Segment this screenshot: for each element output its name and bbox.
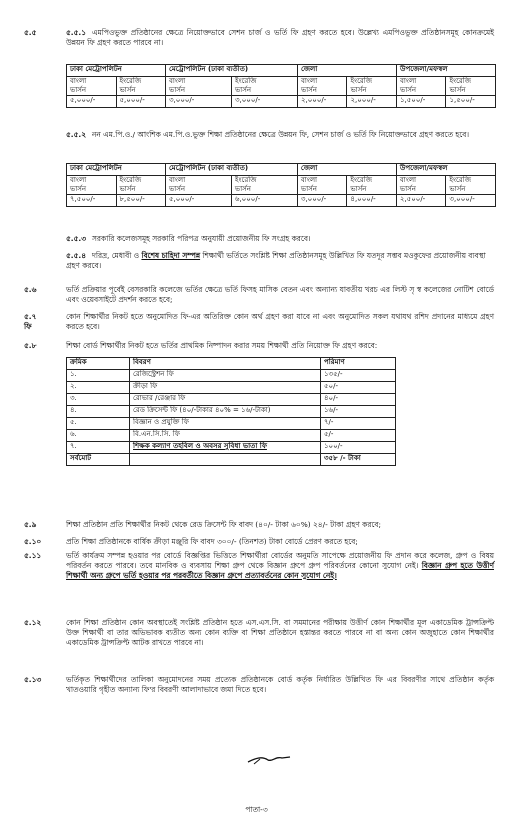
section-5-5: [24, 28, 494, 48]
col-header: ইংরেজি ভার্সন: [116, 176, 165, 195]
section-number: ৫.১২: [24, 618, 42, 627]
section-paragraph: এমপিওভুক্ত প্রতিষ্ঠানের ক্ষেত্রে নিয়োক্তভাবে সেশন চার্জ ও ভর্তি ফি গ্রহণ করতে হবে। উল্লেখ্য এমপিওভুক্ত প্রতিষ্ঠানসমূহ কোনক্রমেই উন্নয়ন ফি গ্রহণ করতে পারবে না।: [66, 28, 494, 47]
amount-cell: ৭/-: [321, 418, 396, 430]
col-header: বাংলা ভার্সন: [396, 176, 446, 195]
section-number: ৫.১৩: [24, 675, 42, 684]
section-paragraph: শিক্ষা বোর্ড শিক্ষার্থীর নিকট হতে ভর্তির প্রাথমিক নিষ্পাদন করার সময় শিক্ষার্থী প্রতি নিয়োক্ত ফি গ্রহণ করবে:: [66, 341, 378, 350]
fee-cell: ৩,০০০/-: [297, 195, 347, 207]
description-cell: শিক্ষক কল্যাণ তহবিল ও অবসর সুবিধা ভাতা ফি: [130, 442, 321, 454]
col-header: বাংলা ভার্সন: [165, 176, 231, 195]
serial-cell: ৪.: [67, 406, 130, 418]
signature-mark: [246, 752, 292, 766]
fee-cell: ৩,০০০/-: [446, 195, 496, 207]
fee-cell: ২,০০০/-: [347, 96, 397, 108]
group-header: মেট্রোপলিটন (ঢাকা ব্যতীত): [165, 164, 297, 176]
section-5-13: [24, 675, 494, 695]
col-header: ইংরেজি ভার্সন: [231, 176, 297, 195]
emphasis-text: বিজ্ঞান গ্রুপ হতে উত্তীর্ণ শিক্ষার্থী অন্য গ্রুপে ভর্তি হওয়ার পর পরবর্তীতে বিজ্ঞান গ্রুপে প্রত্যাবর্তনের কোন সুযোগ নেই।: [66, 560, 494, 580]
amount-cell: ১৬/-: [321, 406, 396, 418]
page-number: পাতা-৩: [245, 805, 268, 814]
section-5-7: [24, 312, 494, 332]
subsection-5-5-2: [66, 130, 494, 140]
col-header: ইংরেজি ভার্সন: [116, 77, 166, 96]
table-row: [67, 442, 396, 454]
subsection-5-5-3: [66, 234, 494, 244]
col-header: ইংরেজি ভার্সন: [231, 77, 297, 96]
description-cell: রেড ক্রিসেন্ট ফি (৪০/-টাকার ৪০% = ১৬/-টাকা): [130, 406, 321, 418]
subsection-number: ৫.৫.৪: [66, 251, 87, 260]
description-cell: ক্রীড়া ফি: [130, 382, 321, 394]
total-label: সর্বমোট: [67, 454, 130, 466]
serial-cell: ২.: [67, 382, 130, 394]
serial-cell: ৭.: [67, 442, 130, 454]
fee-cell: ২,৫০০/-: [396, 195, 446, 207]
fee-cell: ৩,০০০/-: [166, 96, 232, 108]
group-header: উপজেলা/মফস্বল: [397, 65, 496, 77]
table-row: [67, 382, 396, 394]
section-text: [66, 28, 494, 48]
section-5-9: [24, 520, 494, 530]
section-paragraph: ভর্তি প্রক্রিয়ার পূর্বেই বেসরকারি কলেজে ভর্তির ক্ষেত্রে ভর্তি ফিসহ মাসিক বেতন এবং অন্যান্য যাবতীয় খরচ এর লিস্ট সৃ স্ব কলেজের নোটিশ বোর্ডে এবং ওয়েবসাইটে প্রদর্শন করতে হবে;: [66, 285, 494, 304]
fee-table-mpo: [66, 64, 496, 108]
section-paragraph: কোন শিক্ষার্থীর নিকট হতে অনুমোদিত ফি-এর অতিরিক্ত কোন অর্থ গ্রহণ করা যাবে না এবং অনুমোদিত সকল যথাযথ রশিদ প্রদানের মাধ্যমে গ্রহণ করতে হবে।: [66, 312, 494, 331]
description-cell: বিজ্ঞান ও প্রযুক্তি ফি: [130, 418, 321, 430]
description-cell: রোভার /রেঞ্জার ফি: [130, 394, 321, 406]
total-spacer: [130, 454, 321, 466]
section-paragraph: দরিদ্র, মেধাবী ও: [92, 251, 142, 260]
subsection-number: ৫.৫.৩: [66, 234, 87, 243]
section-paragraph: নন এম.পি.ও./ আংশিক এম.পি.ও.ভুক্ত শিক্ষা প্রতিষ্ঠানের ক্ষেত্রে উন্নয়ন ফি, সেশন চার্জ ও ভর্তি ফি নিয়োক্তভাবে গ্রহণ করতে হবে।: [92, 130, 469, 139]
fee-cell: ৫,০০০/-: [67, 96, 117, 108]
group-header: জেলা: [297, 65, 396, 77]
header-description: বিবরণ: [130, 358, 321, 370]
section-5-12: [24, 618, 494, 647]
section-paragraph: শিক্ষার্থী ভর্তিতে সংশ্লিষ্ট শিক্ষা প্রতিষ্ঠানসমূহ উল্লিখিত ফি যতদূর সম্ভব মওকুফের প্রয়োজনীয় ব্যবস্থা গ্রহণ করবে।: [66, 251, 486, 270]
col-header: বাংলা ভার্সন: [67, 176, 117, 195]
section-number: ৫.১১: [24, 551, 42, 560]
serial-cell: ১.: [67, 370, 130, 382]
section-number: ৫.৭ ফি: [24, 312, 37, 331]
board-fee-table: [66, 357, 396, 466]
section-paragraph: ভর্তি কার্যক্রম সম্পন্ন হওয়ার পর বোর্ডে বিজ্ঞপ্তির ভিত্তিতে শিক্ষার্থীরা বোর্ডের অনুমতি সাপেক্ষে প্রয়োজনীয় ফি প্রদান করে কলেজ, গ্রুপ ও বিষয় পরিবর্তন করতে পারবে। তবে মানবিক ও ব্যবসায় শিক্ষা গ্রুপ থেকে বিজ্ঞান গ্রুপে গ্রুপ পরিবর্তনের কোনো সুযোগ নেই।: [66, 551, 494, 570]
amount-cell: ৫০/-: [321, 382, 396, 394]
group-header: জেলা: [297, 164, 396, 176]
subsection-5-5-4: [66, 251, 494, 271]
subsection-number: ৫.৫.২: [66, 130, 87, 139]
fee-cell: ৫,০০০/-: [165, 195, 231, 207]
fee-cell: ৪,০০০/-: [347, 195, 397, 207]
section-paragraph: সরকারি কলেজসমূহ সরকারি পরিপত্র অনুযায়ী প্রয়োজনীয় ফি সংগ্রহ করবে।: [92, 234, 311, 243]
col-header: বাংলা ভার্সন: [397, 77, 446, 96]
subsection-number: ৫.৫.১: [66, 28, 87, 37]
table-row: [67, 370, 396, 382]
fee-cell: ২,০০০/-: [297, 96, 347, 108]
group-header: মেট্রোপলিটন (ঢাকা ব্যতীত): [166, 65, 298, 77]
section-5-10: [24, 537, 494, 547]
serial-cell: ৩.: [67, 394, 130, 406]
section-5-11: [24, 551, 494, 580]
fee-cell: ৬,০০০/-: [231, 195, 297, 207]
table-row: [67, 430, 396, 442]
section-5-8: [24, 341, 494, 351]
col-header: ইংরেজি ভার্সন: [347, 77, 397, 96]
group-header: ঢাকা মেট্রোপলিটন: [67, 164, 166, 176]
serial-cell: ৬.: [67, 430, 130, 442]
emphasis-text: বিশেষ চাহিদা সম্পন্ন: [141, 251, 201, 260]
header-serial: ক্রমিক: [67, 358, 130, 370]
amount-cell: ৫/-: [321, 430, 396, 442]
description-cell: বি.এন.সি.সি. ফি: [130, 430, 321, 442]
fee-cell: ১,৫০০/-: [397, 96, 446, 108]
section-number: ৫.৫: [24, 28, 37, 37]
fee-cell: ৮,৫০০/-: [116, 195, 165, 207]
section-text: [66, 551, 494, 580]
total-row: [67, 454, 396, 466]
fee-cell: ৫,০০০/-: [116, 96, 166, 108]
col-header: ইংরেজি ভার্সন: [446, 176, 496, 195]
section-paragraph: শিক্ষা প্রতিষ্ঠান প্রতি শিক্ষার্থীর নিকট থেকে রেড ক্রিসেন্ট ফি বাবদ (৪০/- টাকা ৬০%) ২৪/- টাকা গ্রহণ করবে;: [66, 520, 381, 529]
table-row: [67, 406, 396, 418]
col-header: বাংলা ভার্সন: [166, 77, 232, 96]
section-paragraph: কোন শিক্ষা প্রতিষ্ঠান কোন অবস্থাতেই সংশ্লিষ্ট প্রতিষ্ঠান হতে এস.এস.সি. বা সমমানের পরীক্ষায় উত্তীর্ণ কোন শিক্ষার্থীর মূল একাডেমিক ট্রান্সক্রিপ্ট উক্ত শিক্ষার্থী বা তার অভিভাবক ব্যতীত অন্য কোন ব্যক্তি বা শিক্ষা প্রতিষ্ঠানে হস্তান্তর করতে পারবে না বা অন্য কোন অজুহাতে কোন শিক্ষার্থীর একাডেমিক ট্রান্সক্রিপ্ট আটক রাখতে পারবে না।: [66, 618, 494, 647]
fee-cell: ১,৫০০/-: [446, 96, 496, 108]
serial-cell: ৫.: [67, 418, 130, 430]
amount-cell: ১৩৫/-: [321, 370, 396, 382]
fee-cell: ৭,৫০০/-: [67, 195, 117, 207]
section-number: ৫.৮: [24, 341, 37, 350]
amount-cell: ১০০/-: [321, 442, 396, 454]
group-header: ঢাকা মেট্রোপলিটন: [67, 65, 166, 77]
section-5-6: [24, 285, 494, 305]
table-row: [67, 394, 396, 406]
table-row: [67, 418, 396, 430]
col-header: ইংরেজি ভার্সন: [446, 77, 496, 96]
group-header: উপজেলা/মফস্বল: [396, 164, 495, 176]
section-number: ৫.১০: [24, 537, 42, 546]
section-number: ৫.৯: [24, 520, 37, 529]
col-header: বাংলা ভার্সন: [297, 77, 347, 96]
col-header: ইংরেজি ভার্সন: [347, 176, 397, 195]
col-header: বাংলা ভার্সন: [67, 77, 117, 96]
total-value: ৩৫৮ /- টাকা: [321, 454, 396, 466]
section-paragraph: ভর্তিকৃত শিক্ষার্থীদের তালিকা অনুমোদনের সময় প্রত্যেক প্রতিষ্ঠানকে বোর্ড কর্তৃক নির্ধারিত উল্লিখিত ফি এর বিবরণীর সাথে প্রতিষ্ঠান কর্তৃক খাতওয়ারি গৃহীত অন্যান্য ফি'র বিবরণী আলাদাভাবে জমা দিতে হবে।: [66, 675, 494, 694]
fee-table-non-mpo: [66, 163, 496, 207]
description-cell: রেজিস্ট্রেশন ফি: [130, 370, 321, 382]
header-amount: পরিমাণ: [321, 358, 396, 370]
col-header: বাংলা ভার্সন: [297, 176, 347, 195]
amount-cell: ৪০/-: [321, 394, 396, 406]
section-paragraph: প্রতি শিক্ষা প্রতিষ্ঠানকে বার্ষিক ক্রীড়া মঞ্জুরি ফি বাবদ ৩০০/- (তিনশত) টাকা বোর্ডে প্রেরণ করতে হবে;: [66, 537, 358, 546]
fee-cell: ৩,০০০/-: [231, 96, 297, 108]
section-number: ৫.৬: [24, 285, 37, 294]
